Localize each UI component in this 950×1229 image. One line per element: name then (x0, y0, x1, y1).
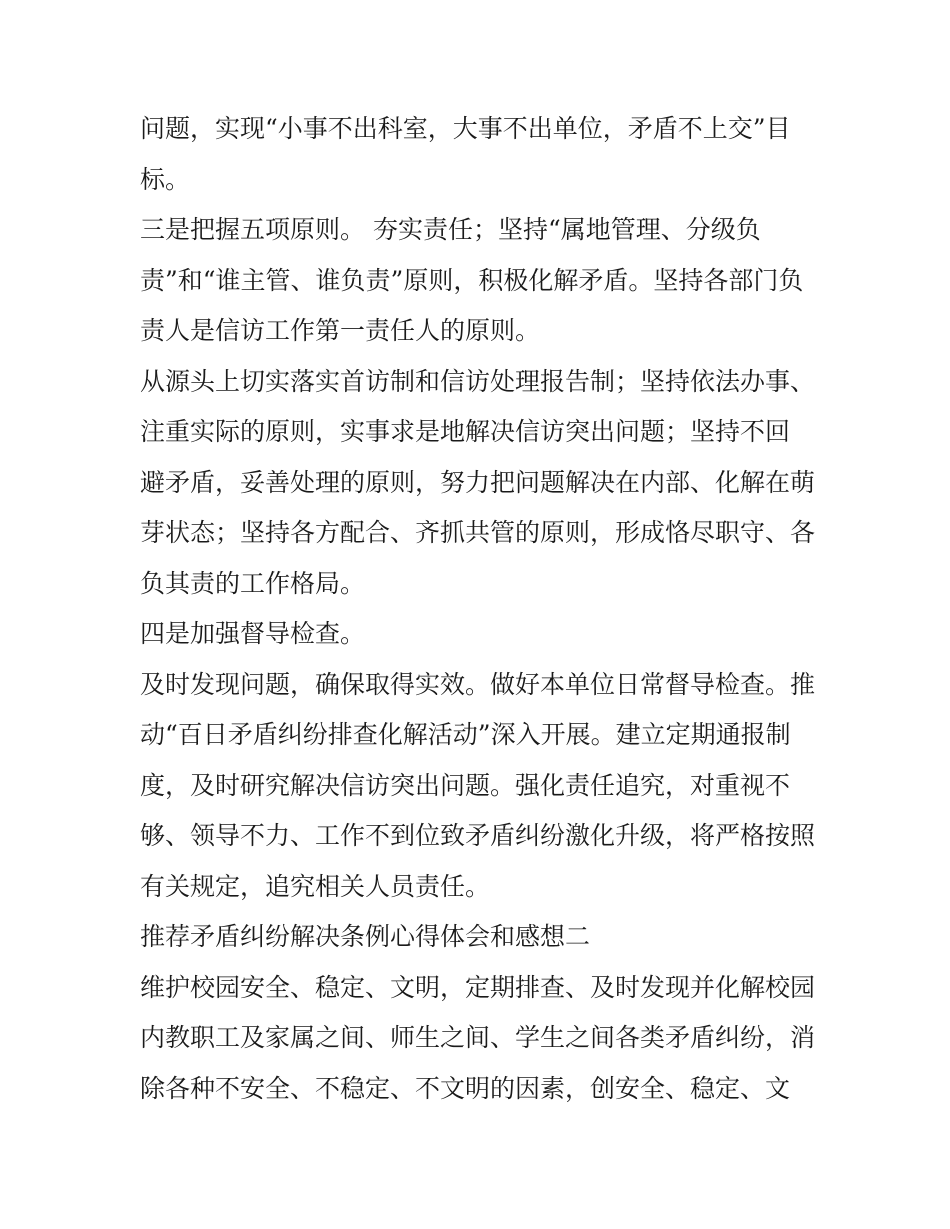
paragraph-line: 维护校园安全、稳定、文明，定期排查、及时发现并化解校园 (140, 973, 816, 1002)
paragraph-line: 责人是信访工作第一责任人的原则。 (140, 316, 541, 345)
paragraph-line: 负其责的工作格局。 (140, 569, 366, 598)
paragraph-line: 芽状态；坚持各方配合、齐抓共管的原则，形成恪尽职守、各 (140, 518, 816, 547)
paragraph-line: 除各种不安全、不稳定、不文明的因素，创安全、稳定、文 (140, 1074, 791, 1103)
paragraph-line: 问题，实现“小事不出科室，大事不出单位，矛盾不上交”目 (140, 114, 791, 143)
paragraph-line: 有关规定，追究相关人员责任。 (140, 872, 491, 901)
paragraph-line: 三是把握五项原则。 夯实责任；坚持“属地管理、分级负 (140, 215, 761, 244)
paragraph-line: 四是加强督导检查。 (140, 619, 366, 648)
paragraph-line: 从源头上切实落实首访制和信访处理报告制；坚持依法办事、 (140, 367, 816, 396)
paragraph-line: 注重实际的原则，实事求是地解决信访突出问题；坚持不回 (140, 417, 791, 446)
paragraph-line: 标。 (140, 165, 191, 194)
paragraph-line: 够、领导不力、工作不到位致矛盾纠纷激化升级，将严格按照 (140, 821, 816, 850)
paragraph-line: 内教职工及家属之间、师生之间、学生之间各类矛盾纠纷，消 (140, 1023, 816, 1052)
paragraph-line: 避矛盾，妥善处理的原则，努力把问题解决在内部、化解在萌 (140, 468, 816, 497)
paragraph-line: 责”和“谁主管、谁负责”原则，积极化解矛盾。坚持各部门负 (140, 266, 804, 295)
paragraph-line: 动“百日矛盾纠纷排查化解活动”深入开展。建立定期通报制 (140, 720, 791, 749)
section-heading: 推荐矛盾纠纷解决条例心得体会和感想二 (140, 922, 591, 951)
paragraph-line: 及时发现问题，确保取得实效。做好本单位日常督导检查。推 (140, 670, 816, 699)
paragraph-line: 度，及时研究解决信访突出问题。强化责任追究，对重视不 (140, 771, 791, 800)
